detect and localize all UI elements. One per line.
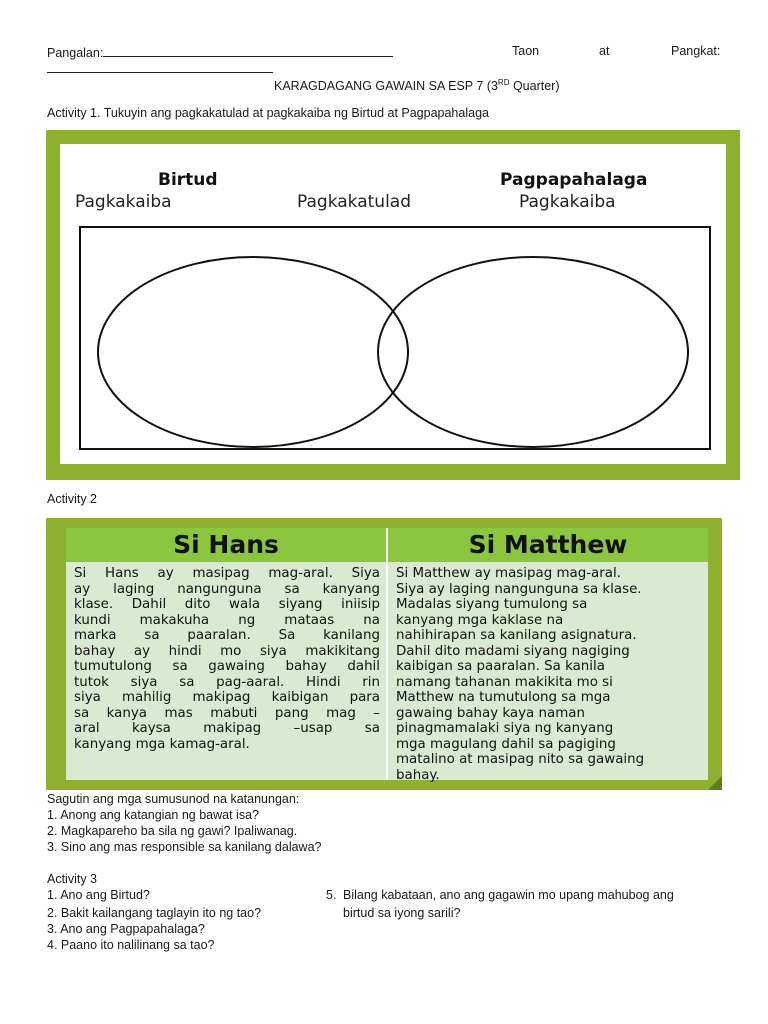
- venn-right-sub: Pagkakaiba: [519, 192, 616, 212]
- matthew-story: [396, 566, 702, 783]
- matthew-line: Matthew na tumutulong sa mga: [396, 690, 611, 705]
- question-item: 2. Magkapareho ba sila ng gawi? Ipaliwanag.: [47, 824, 298, 838]
- name-label: Pangalan:: [47, 46, 104, 60]
- hans-line: bahay ay hindi mo siya makikitang: [74, 643, 380, 659]
- activity2-frame: [46, 518, 722, 790]
- venn-box: [80, 227, 710, 449]
- venn-frame: [46, 130, 740, 480]
- activity3-item-5-number: 5.: [326, 888, 337, 902]
- matthew-line: pinagmamalaki siya ng kanyang: [396, 721, 614, 736]
- hans-line: sa kanya mas mabuti pang mag –: [74, 705, 380, 721]
- year-label: Taon: [512, 44, 540, 58]
- venn-diagram: [60, 144, 726, 464]
- hans-line: ay laging nangunguna sa kanyang: [74, 581, 380, 597]
- matthew-line: Madalas siyang tumulong sa: [396, 597, 588, 612]
- question-item: 1. Anong ang katangian ng bawat isa?: [47, 808, 259, 822]
- matthew-line: matalino at masipag nito sa gawaing: [396, 752, 645, 767]
- section-field[interactable]: [47, 60, 273, 76]
- activity3-item: 3. Ano ang Pagpapahalaga?: [47, 922, 205, 936]
- activity3-item: 4. Paano ito nalilinang sa tao?: [47, 938, 215, 952]
- venn-left-heading: Birtud: [158, 170, 218, 190]
- matthew-line: Dahil dito madami siyang nagiging: [396, 643, 630, 659]
- venn-panel: [60, 144, 726, 464]
- questions-intro: Sagutin ang mga sumusunod na katanungan:: [47, 792, 300, 806]
- hans-line: siya mahilig makipag kaibigan para: [74, 690, 380, 705]
- section-blank[interactable]: [47, 60, 273, 73]
- hans-line: kanyang mga kamag-aral.: [74, 736, 250, 752]
- frame-corner-fold: [708, 776, 722, 790]
- hans-story: [74, 566, 380, 752]
- matthew-line: nahihirapan sa kanilang asignatura.: [396, 628, 637, 643]
- activity3-label: Activity 3: [47, 872, 98, 886]
- venn-middle-sub: Pagkakatulad: [297, 192, 411, 212]
- matthew-line: mga magulang dahil sa pagiging: [396, 736, 616, 752]
- page-title: [274, 78, 560, 93]
- matthew-line: kaibigan sa paaralan. Sa kanila: [396, 659, 605, 674]
- activity3-item: 1. Ano ang Birtud?: [47, 888, 150, 902]
- title-main: KARAGDAGANG GAWAIN SA ESP 7 (3: [274, 79, 498, 94]
- hans-line: Si Hans ay masipag mag-aral. Siya: [74, 566, 380, 581]
- question-item: 3. Sino ang mas responsible sa kanilang dalawa?: [47, 840, 322, 854]
- matthew-line: Siya ay laging nangunguna sa klase.: [396, 581, 642, 597]
- matthew-line: namang tahanan makikita mo si: [396, 674, 613, 690]
- activity3-item-5-line1: Bilang kabataan, ano ang gagawin mo upang mahubog ang: [343, 888, 674, 902]
- hans-line: klase. Dahil dito wala siyang iniisip: [74, 597, 380, 612]
- hans-line: kundi makakuha ng mataas na: [74, 612, 380, 628]
- hans-line: aral kaysa makipag –usap sa: [74, 721, 380, 736]
- column-divider: [386, 528, 388, 780]
- name-field[interactable]: [47, 44, 393, 60]
- activity3-item-5-line2: birtud sa iyong sarili?: [343, 906, 461, 920]
- hans-heading: Si Hans: [66, 528, 386, 562]
- venn-left-circle: [98, 257, 408, 447]
- matthew-line: kanyang mga kaklase na: [396, 612, 564, 628]
- section-label: Pangkat:: [671, 44, 721, 58]
- activity1-instruction: Activity 1. Tukuyin ang pagkakatulad at pagkakaiba ng Birtud at Pagpapahalaga: [47, 106, 489, 120]
- title-end: Quarter): [509, 79, 560, 94]
- venn-left-sub: Pagkakaiba: [75, 192, 172, 212]
- venn-right-circle: [378, 257, 688, 447]
- hans-line: tutok siya sa pag-aaral. Hindi rin: [74, 674, 380, 690]
- matthew-line: bahay.: [396, 767, 440, 783]
- activity2-label: Activity 2: [47, 492, 98, 506]
- matthew-heading: Si Matthew: [388, 528, 708, 562]
- hans-line: tumutulong sa gawaing bahay dahil: [74, 659, 380, 674]
- matthew-line: Si Matthew ay masipag mag-aral.: [396, 566, 621, 581]
- venn-right-heading: Pagpapahalaga: [500, 170, 648, 190]
- name-blank[interactable]: [103, 44, 393, 57]
- and-label: at: [599, 44, 610, 58]
- title-sup: RD: [497, 78, 510, 87]
- matthew-line: gawaing bahay kaya naman: [396, 705, 585, 721]
- activity3-item: 2. Bakit kailangang taglayin ito ng tao?: [47, 906, 262, 920]
- hans-line: marka sa paaralan. Sa kanilang: [74, 628, 380, 643]
- story-table: [66, 528, 708, 783]
